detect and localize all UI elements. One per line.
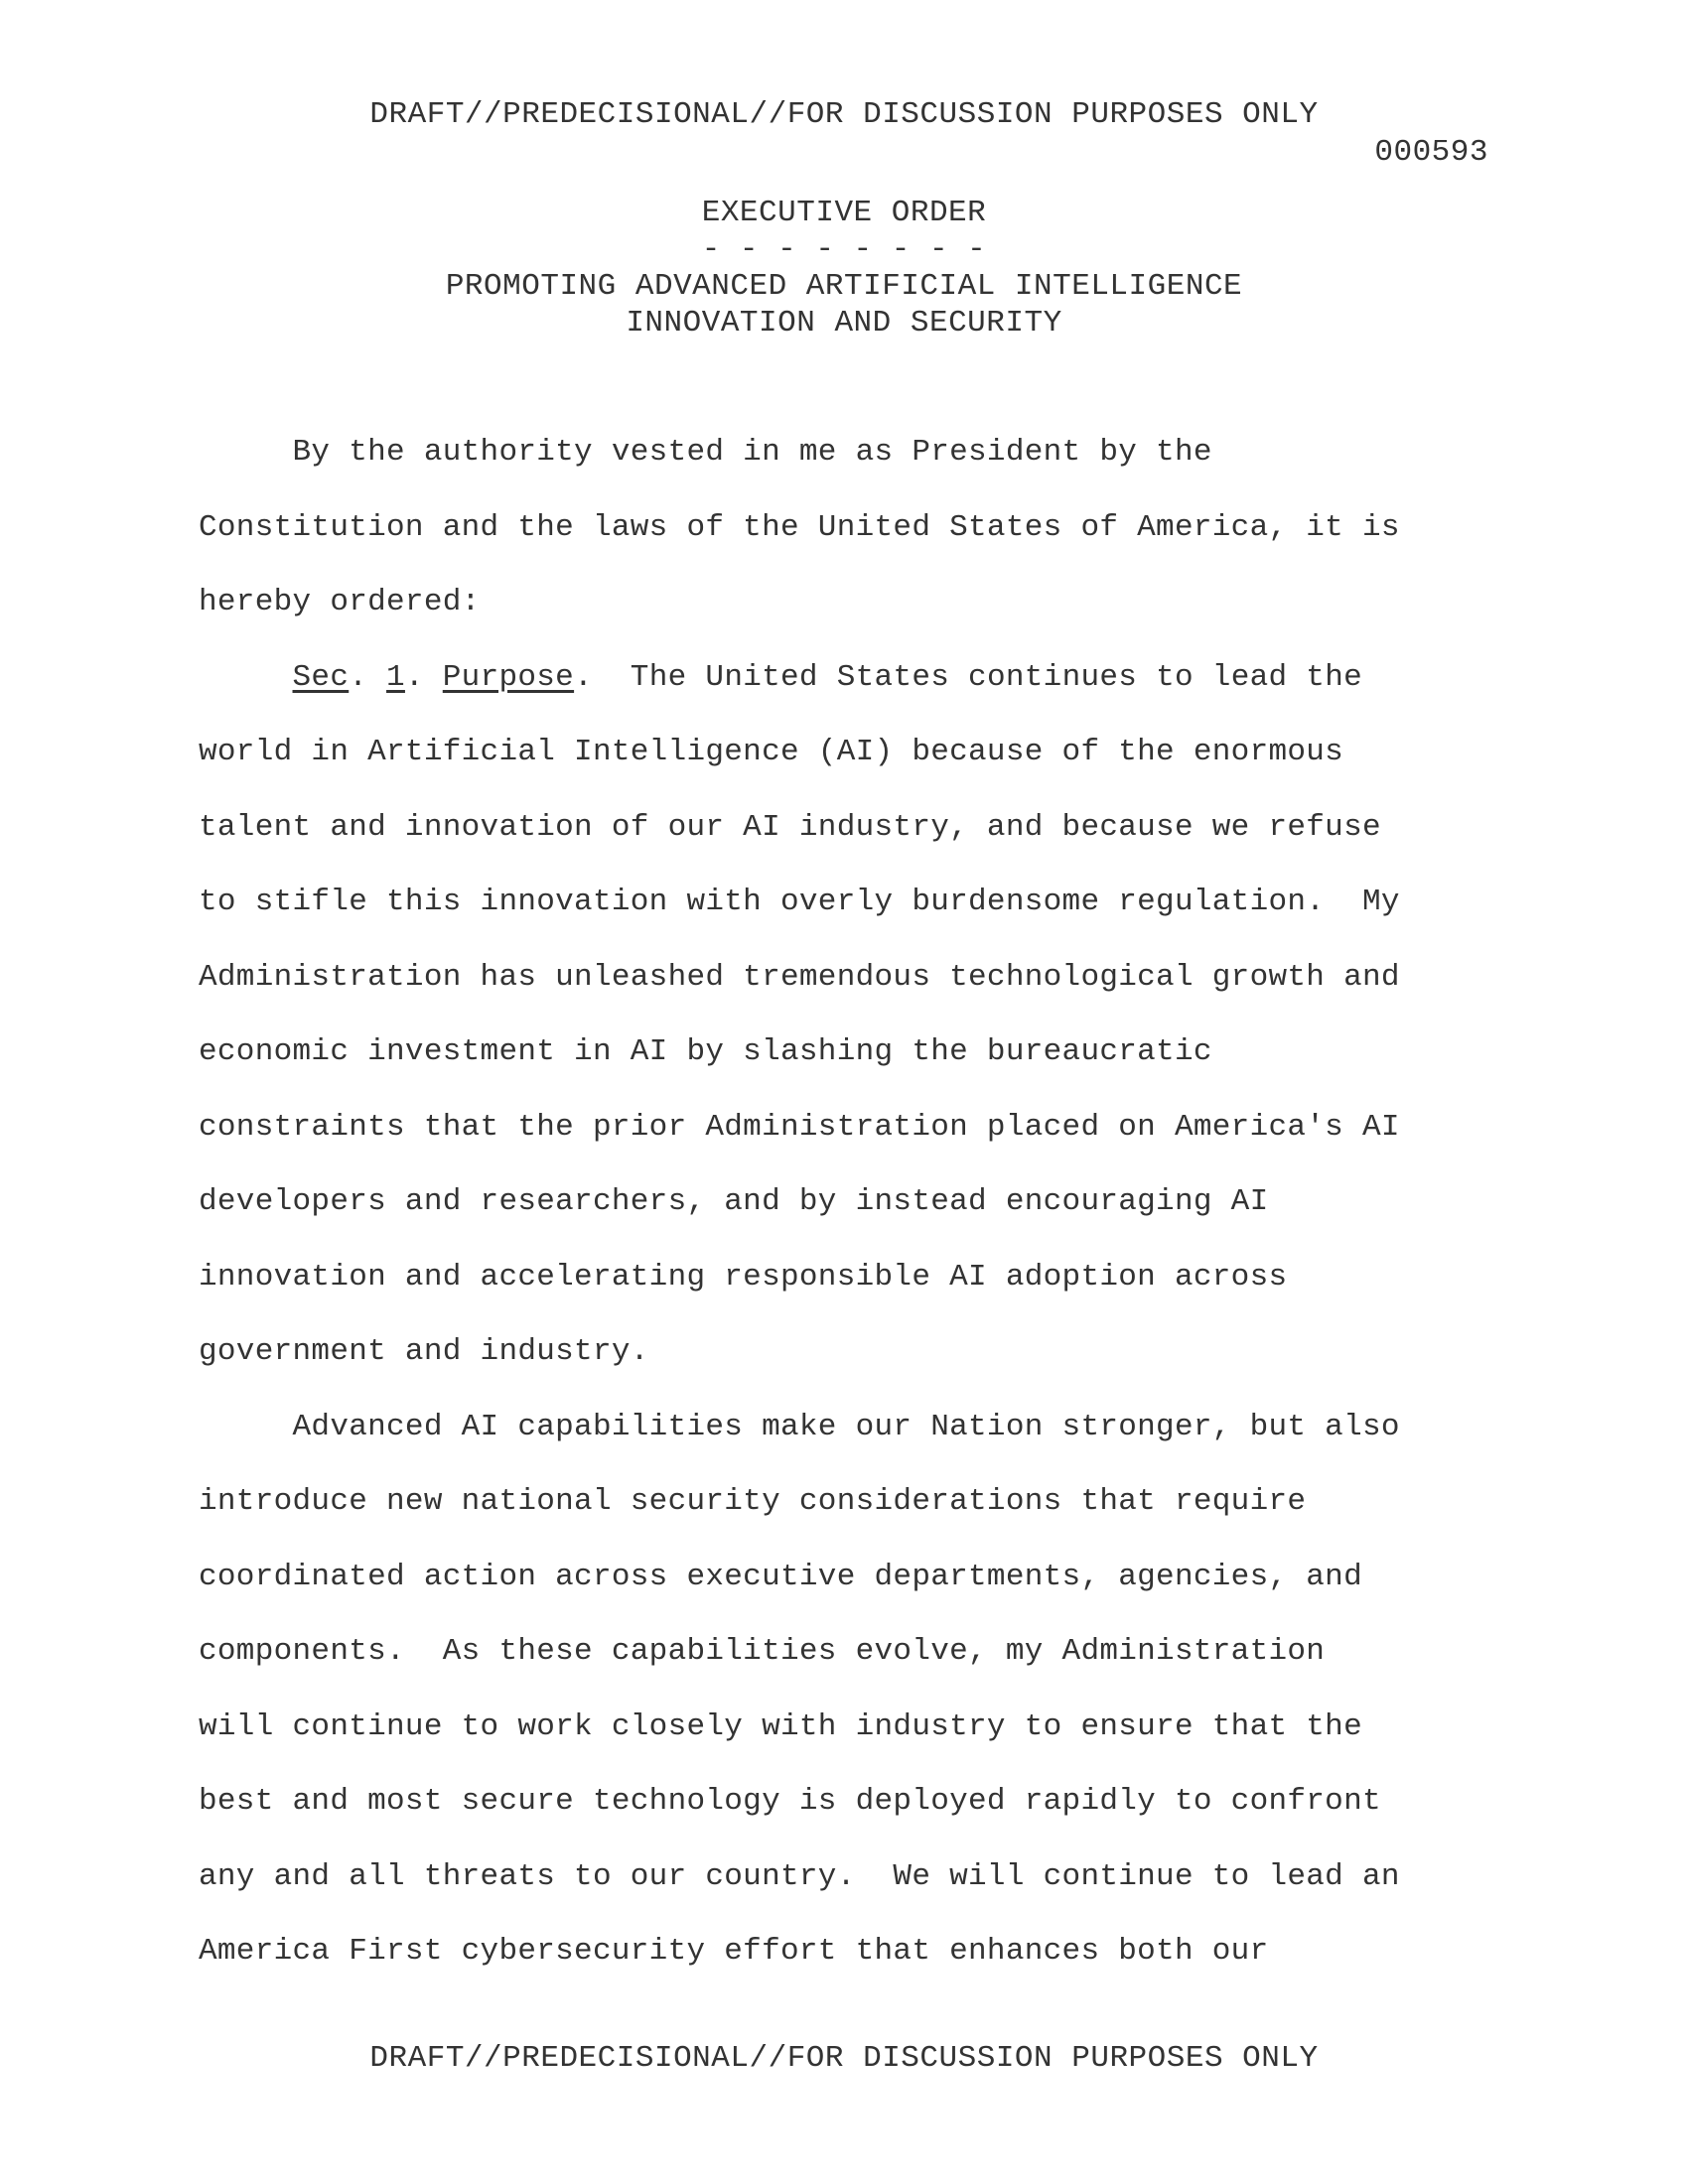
paragraph-line: Advanced AI capabilities make our Nation stronger, but also [199,1409,1400,1444]
paragraph-line: best and most secure technology is deployed rapidly to confront [199,1784,1381,1819]
paragraph-line: any and all threats to our country. We will continue to lead an [199,1858,1400,1894]
document-number: 000593 [1374,135,1488,170]
paragraph-line: developers and researchers, and by instead encouraging AI [199,1184,1269,1219]
section-label: Sec [292,659,350,695]
paragraph-line: will continue to work closely with industry to ensure that the [199,1708,1362,1744]
section-1-heading-line [199,640,1509,716]
section-separator: . [349,659,387,695]
section-first-line-text: . The United States continues to lead the [574,659,1363,695]
preamble-line: hereby ordered: [199,585,481,619]
paragraph-line: components. As these capabilities evolve, my Administration [199,1634,1326,1669]
title-dash-rule: - - - - - - - - [701,232,987,267]
paragraph-line: world in Artificial Intelligence (AI) because of the enormous [199,735,1344,769]
section-number: 1 [386,659,405,695]
paragraph-line: constraints that the prior Administration placed on America's AI [199,1109,1400,1145]
classification-header: DRAFT//PREDECISIONAL//FOR DISCUSSION PURPOSES ONLY [369,97,1319,132]
order-type-heading: EXECUTIVE ORDER [701,196,987,230]
paragraph-line: to stifle this innovation with overly burdensome regulation. My [199,885,1400,919]
paragraph-line: economic investment in AI by slashing the bureaucratic [199,1034,1212,1069]
section-heading: Purpose [442,659,575,695]
preamble-line: Constitution and the laws of the United States of America, it is [199,509,1400,545]
paragraph-line: America First cybersecurity effort that enhances both our [199,1934,1269,1969]
paragraph-line: coordinated action across executive departments, agencies, and [199,1559,1362,1594]
paragraph-line: government and industry. [199,1334,649,1369]
paragraph-line: Administration has unleashed tremendous technological growth and [199,959,1400,995]
paragraph-line: innovation and accelerating responsible AI adoption across [199,1259,1288,1295]
classification-footer: DRAFT//PREDECISIONAL//FOR DISCUSSION PURPOSES ONLY [369,2041,1319,2076]
section-indent [199,660,293,695]
preamble-line: By the authority vested in me as President by the [199,435,1212,470]
section-separator: . [404,659,443,695]
order-title-line-2: INNOVATION AND SECURITY [626,306,1062,341]
title-block [0,195,1688,341]
paragraph-line: talent and innovation of our AI industry, and because we refuse [199,809,1381,845]
paragraph-line: introduce new national security considerations that require [199,1484,1307,1519]
order-title-line-1: PROMOTING ADVANCED ARTIFICIAL INTELLIGENCE [445,269,1243,304]
document-body [199,415,1509,1989]
